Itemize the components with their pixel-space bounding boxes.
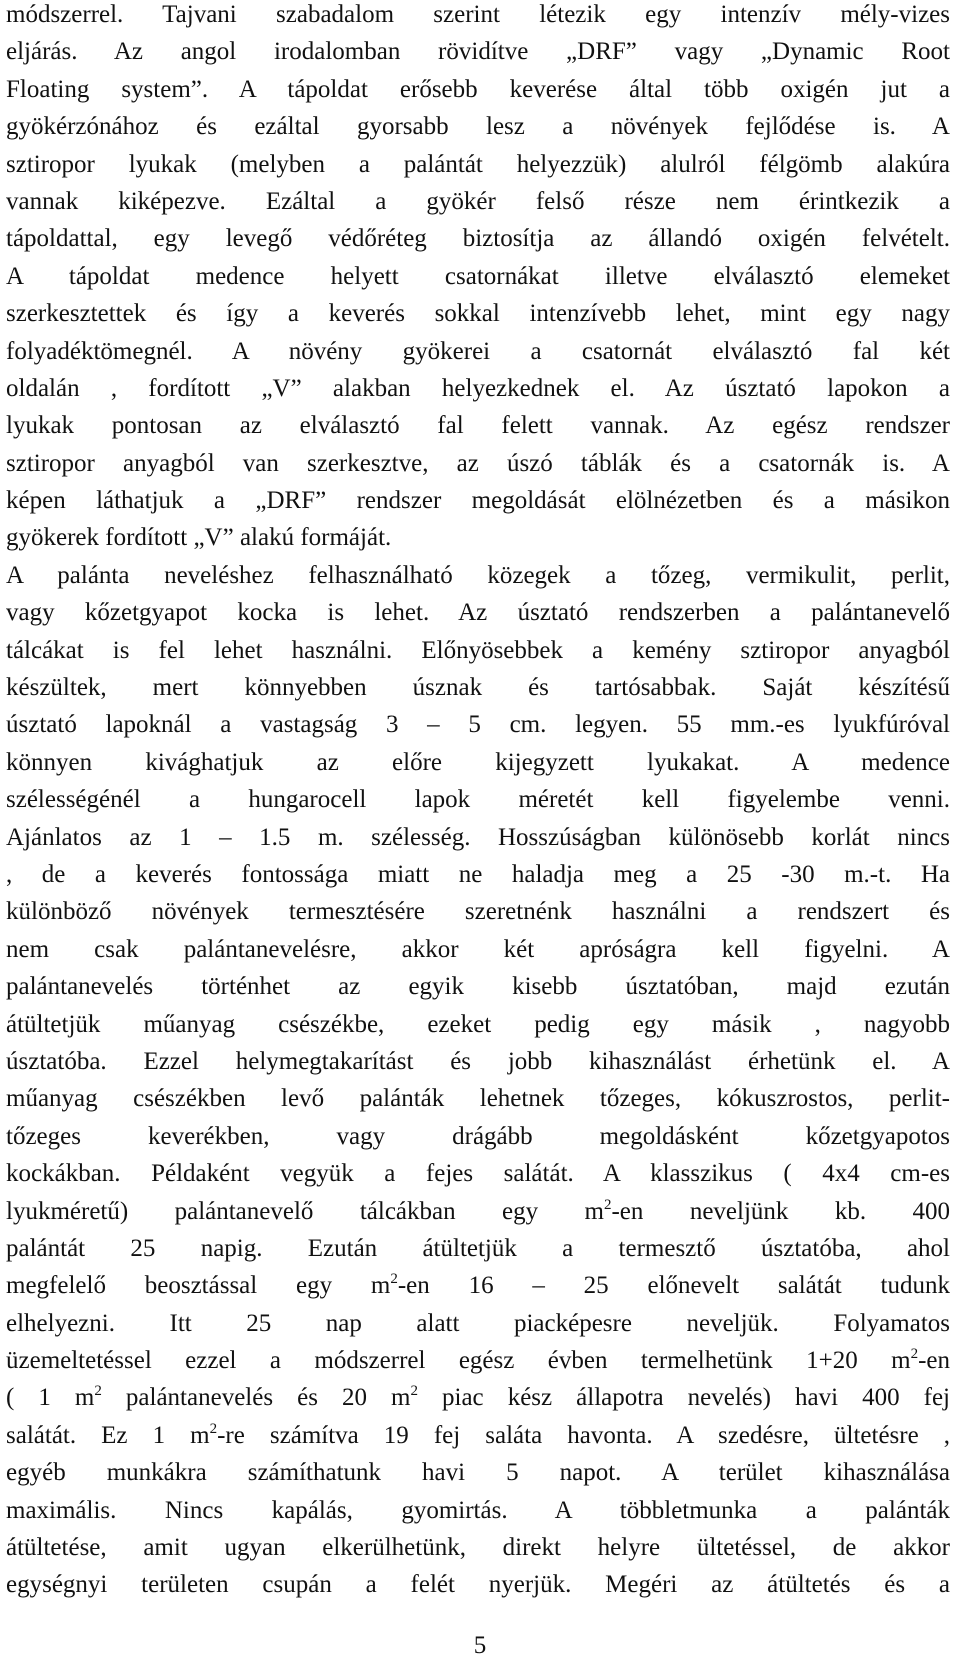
text-line: szélességénél a hungarocell lapok méretét kell figyelembe venni. (6, 786, 950, 814)
text-line: , de a keverés fontossága miatt ne haladja meg a 25 -30 m.-t. Ha (6, 860, 950, 888)
text-line: gyökerek fordított „V” alakú formáját. (6, 524, 392, 552)
text-line: A tápoldat medence helyett csatornákat illetve elválasztó elemeket (6, 262, 950, 290)
text-line: palántát 25 napig. Ezután átültetjük a termesztő úsztatóba, ahol (6, 1234, 950, 1262)
superscript: 2 (209, 1420, 218, 1437)
superscript: 2 (390, 1271, 398, 1288)
text-line: gyökérzónához és ezáltal gyorsabb lesz a növények fejlődése is. A (6, 113, 950, 141)
text-line: könnyen kivághatjuk az előre kijegyzett lyukakat. A medence (6, 748, 950, 776)
text-line: kockákban. Példaként vegyük a fejes salátát. A klasszikus ( 4x4 cm-es (6, 1160, 950, 1188)
text-line: lyukméretű) palántanevelő tálcákban egy $m^2-en$ neveljünk kb. 400 (6, 1196, 950, 1225)
text-line: átültetése, amit ugyan elkerülhetünk, direkt helyre ültetéssel, de akkor (6, 1534, 950, 1562)
text-line: palántanevelés történhet az egyik kisebb úsztatóban, majd ezután (6, 973, 950, 1001)
text-line: tápoldattal, egy levegő védőréteg biztosítja az állandó oxigén felvételt. (6, 225, 950, 253)
text-line: Floating system”. A tápoldat erősebb keverése által több oxigén jut a (6, 75, 950, 103)
text-line: Ajánlatos az 1 – 1.5 m. szélesség. Hosszúságban különösebb korlát nincs (6, 823, 950, 851)
text-line: sztiropor lyukak (melyben a palántát helyezzük) alulról félgömb alakúra (6, 150, 950, 178)
text-line: módszerrel. Tajvani szabadalom szerint létezik egy intenzív mély-vizes (6, 1, 950, 28)
text-line: tálcákat is fel lehet használni. Előnyösebbek a kemény sztiropor anyagból (6, 636, 950, 664)
text-line: folyadéktömegnél. A növény gyökerei a csatornát elválasztó fal két (6, 337, 950, 365)
superscript: 2 (910, 1346, 919, 1363)
body-text (6, 0, 950, 1604)
text-line: elhelyezni. Itt 25 nap alatt piacképesre neveljük. Folyamatos (6, 1309, 950, 1337)
text-line: sztiropor anyagból van szerkesztve, az úszó táblák és a csatornák is. A (6, 449, 950, 477)
text-line: egységnyi területen csupán a felét nyerjük. Megéri az átültetés és a (6, 1571, 950, 1599)
text-line: egyéb munkákra számíthatunk havi 5 napot. A terület kihasználása (6, 1459, 950, 1487)
text-line: átültetjük műanyag csészékbe, ezeket pedig egy másik , nagyobb (6, 1010, 950, 1038)
text-line: eljárás. Az angol irodalomban rövidítve „DRF” vagy „Dynamic Root (6, 38, 950, 66)
text-line: úsztató lapoknál a vastagság 3 – 5 cm. legyen. 55 mm.-es lyukfúróval (6, 711, 950, 739)
text-line: nem csak palántanevelésre, akkor két apróságra kell figyelni. A (6, 935, 950, 963)
superscript: 2 (603, 1196, 612, 1213)
text-line: salátát. Ez 1 $m^2-re$ számítva 19 fej saláta havonta. A szedésre, ültetésre , (6, 1420, 950, 1449)
text-line: lyukak pontosan az elválasztó fal felett vannak. Az egész rendszer (6, 412, 950, 440)
text-line: tőzeges keverékben, vagy drágább megoldásként kőzetgyapotos (6, 1122, 950, 1150)
page-number: 5 (473, 1632, 487, 1659)
text-line: készültek, mert könnyebben úsznak és tartósabbak. Saját készítésű (6, 674, 950, 702)
text-line: oldalán , fordított „V” alakban helyezkednek el. Az úsztató lapokon a (6, 374, 950, 402)
text-line: üzemeltetéssel ezzel a módszerrel egész évben termelhetünk 1+20 $m^2-en$ (6, 1346, 950, 1375)
superscript: 2 (94, 1383, 102, 1400)
text-line: műanyag csészékben levő palánták lehetnek tőzeges, kókuszrostos, perlit- (6, 1085, 950, 1113)
text-line: megfelelő beosztással egy $m^2-en$ 16 – 25 előnevelt salátát tudunk (6, 1271, 950, 1300)
superscript: 2 (410, 1383, 418, 1400)
text-line: úsztatóba. Ezzel helymegtakarítást és jobb kihasználást érhetünk el. A (6, 1047, 950, 1075)
text-line: vagy kőzetgyapot kocka is lehet. Az úsztató rendszerben a palántanevelő (6, 599, 950, 627)
text-line: ( 1 $m^2$ palántanevelés és 20 $m^2$ piac kész állapotra nevelés) havi 400 fej (6, 1383, 950, 1412)
text-line: A palánta neveléshez felhasználható közegek a tőzeg, vermikulit, perlit, (6, 561, 950, 589)
text-line: maximális. Nincs kapálás, gyomirtás. A többletmunka a palánták (6, 1496, 950, 1524)
text-line: vannak kiképezve. Ezáltal a gyökér felső része nem érintkezik a (6, 187, 950, 215)
text-line: szerkesztettek és így a keverés sokkal intenzívebb lehet, mint egy nagy (6, 300, 950, 328)
text-line: képen láthatjuk a „DRF” rendszer megoldását elölnézetben és a másikon (6, 487, 950, 515)
text-line: különböző növények termesztésére szeretnénk használni a rendszert és (6, 898, 950, 926)
